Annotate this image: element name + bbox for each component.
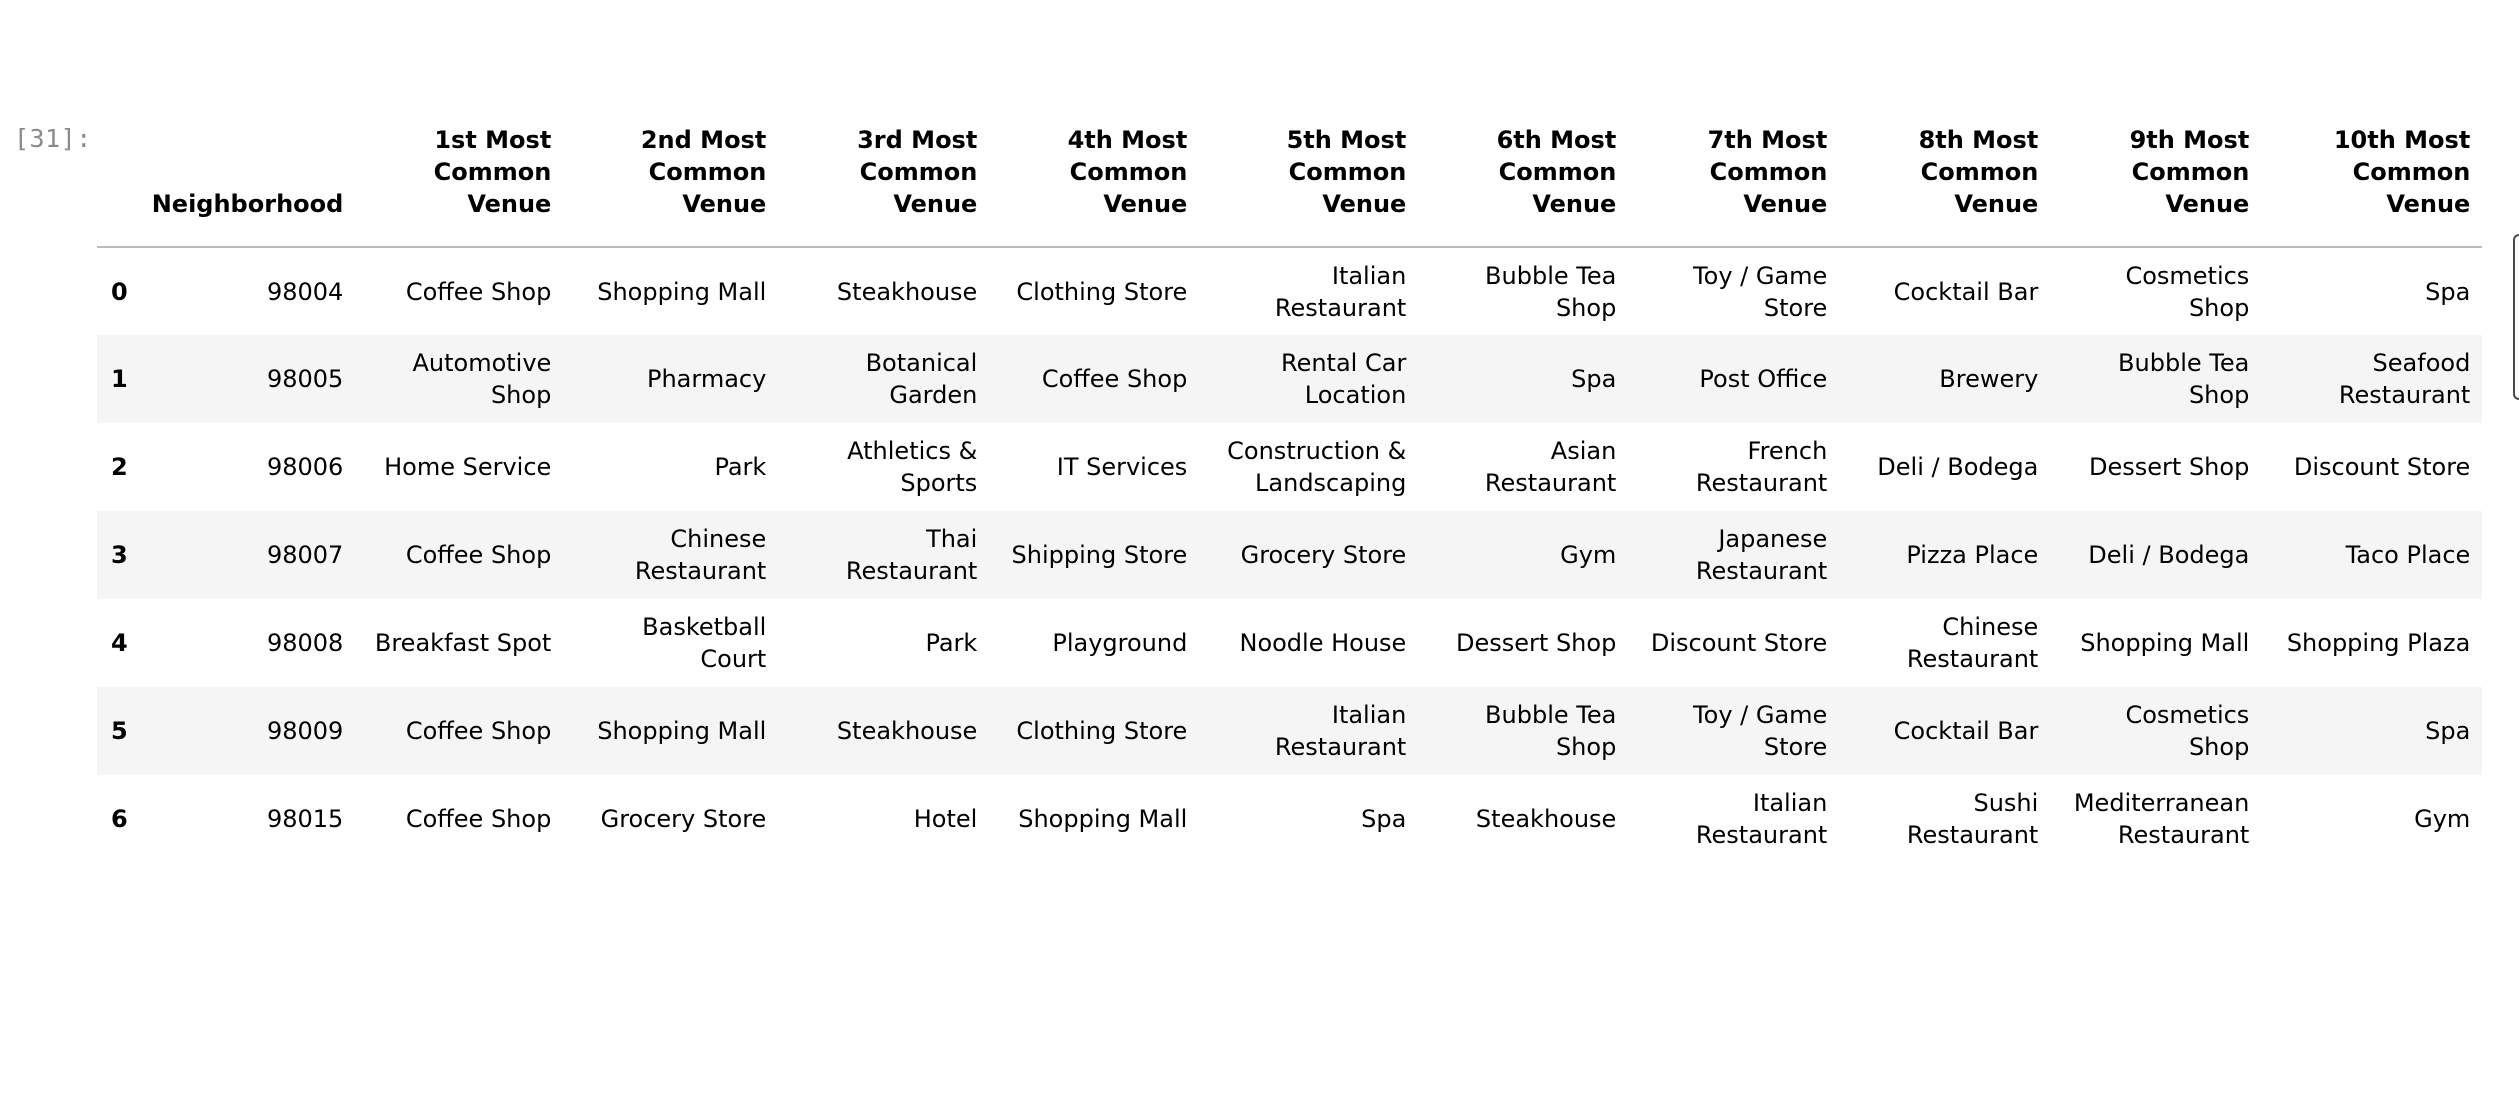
row-index: 4 <box>111 629 128 657</box>
table-cell: Clothing Store <box>1016 717 1188 745</box>
table-cell: Discount Store <box>1650 629 1828 657</box>
table-cell: Post Office <box>1699 365 1828 393</box>
table-cell: 98005 <box>266 365 344 393</box>
table-cell: Mediterranean Restaurant <box>2073 789 2250 849</box>
table-cell: Coffee Shop <box>405 805 552 833</box>
table-cell: Breakfast Spot <box>374 629 552 657</box>
table-cell: Coffee Shop <box>405 717 552 745</box>
table-cell: Coffee Shop <box>1041 365 1188 393</box>
table-cell: Cocktail Bar <box>1893 277 2039 306</box>
table-cell: Botanical Garden <box>865 349 978 409</box>
column-header: Neighborhood <box>140 118 356 247</box>
table-cell: Park <box>714 453 767 481</box>
table-cell: Noodle House <box>1239 629 1407 657</box>
table-cell: Hotel <box>913 805 978 833</box>
table-cell: Automotive Shop <box>412 349 552 409</box>
table-cell: Steakhouse <box>836 717 978 745</box>
table-cell: Pizza Place <box>1906 541 2039 569</box>
table-cell: Deli / Bodega <box>1877 453 2039 481</box>
table-cell: 98009 <box>266 717 344 745</box>
table-cell: Sushi Restaurant <box>1906 789 2039 849</box>
table-cell: Bubble Tea Shop <box>1485 701 1617 761</box>
column-header: 7th Most Common Venue <box>1628 118 1839 247</box>
column-header: 5th Most Common Venue <box>1199 118 1418 247</box>
table-cell: Dessert Shop <box>1456 629 1617 657</box>
table-cell: Asian Restaurant <box>1484 437 1617 497</box>
table-cell: Gym <box>2414 805 2471 833</box>
table-cell: Brewery <box>1939 365 2039 393</box>
table-cell: Pharmacy <box>646 365 767 393</box>
table-row <box>97 335 2482 423</box>
table-cell: Shopping Mall <box>597 277 767 306</box>
table-row <box>97 687 2482 775</box>
table-cell: Spa <box>2425 717 2471 745</box>
table-cell: Cosmetics Shop <box>2125 701 2250 761</box>
table-cell: Grocery Store <box>1240 541 1407 569</box>
column-header: 10th Most Common Venue <box>2261 118 2482 247</box>
table-cell: Toy / Game Store <box>1693 261 1828 322</box>
table-cell: Steakhouse <box>836 277 978 306</box>
table-cell: Steakhouse <box>1475 805 1617 833</box>
table-row <box>97 247 2482 335</box>
cell-execution-count: [31]: <box>14 124 92 153</box>
column-header: 9th Most Common Venue <box>2050 118 2261 247</box>
row-index: 5 <box>111 717 128 745</box>
row-index: 0 <box>111 277 128 306</box>
table-cell: Rental Car Location <box>1280 349 1407 409</box>
table-cell: Park <box>925 629 978 657</box>
table-cell: Construction & Landscaping <box>1227 437 1407 497</box>
table-cell: Italian Restaurant <box>1274 701 1407 761</box>
table-cell: Shopping Mall <box>1018 805 1188 833</box>
table-cell: Shopping Mall <box>597 717 767 745</box>
table-cell: 98006 <box>266 453 344 481</box>
table-header-row <box>97 118 2482 247</box>
output-scroll-indicator[interactable] <box>2513 234 2519 400</box>
table-body <box>97 247 2482 863</box>
table-cell: Bubble Tea Shop <box>1485 261 1617 322</box>
table-cell: Deli / Bodega <box>2088 541 2250 569</box>
table-cell: Cocktail Bar <box>1893 717 2039 745</box>
table-cell: Home Service <box>384 453 552 481</box>
table-cell: Chinese Restaurant <box>634 525 767 585</box>
table-cell: Chinese Restaurant <box>1906 613 2039 673</box>
table-cell: Spa <box>1571 365 1617 393</box>
table-cell: Coffee Shop <box>405 541 552 569</box>
column-header: 1st Most Common Venue <box>355 118 563 247</box>
column-header: 4th Most Common Venue <box>989 118 1199 247</box>
venues-table <box>97 118 2482 863</box>
table-cell: Taco Place <box>2345 541 2471 569</box>
table-cell: Grocery Store <box>600 805 767 833</box>
row-index: 6 <box>111 805 128 833</box>
table-cell: Toy / Game Store <box>1693 701 1828 761</box>
table-cell: 98004 <box>266 277 344 306</box>
table-cell: Shopping Mall <box>2080 629 2250 657</box>
column-header: 8th Most Common Venue <box>1839 118 2050 247</box>
table-cell: Shipping Store <box>1011 541 1188 569</box>
table-cell: Dessert Shop <box>2089 453 2250 481</box>
table-cell: Clothing Store <box>1016 277 1188 306</box>
table-cell: Italian Restaurant <box>1695 789 1828 849</box>
table-cell: Spa <box>1361 805 1407 833</box>
index-header <box>97 118 140 247</box>
table-cell: Discount Store <box>2293 453 2471 481</box>
table-cell: Cosmetics Shop <box>2125 261 2250 322</box>
table-cell: Gym <box>1560 541 1617 569</box>
column-header: 2nd Most Common Venue <box>563 118 778 247</box>
table-cell: Spa <box>2425 277 2471 306</box>
table-row <box>97 511 2482 599</box>
table-cell: Seafood Restaurant <box>2338 349 2471 409</box>
column-header: 6th Most Common Venue <box>1418 118 1628 247</box>
table-row <box>97 599 2482 687</box>
table-cell: 98008 <box>266 629 344 657</box>
dataframe-output <box>97 118 2482 863</box>
column-header: 3rd Most Common Venue <box>778 118 989 247</box>
table-cell: Thai Restaurant <box>845 525 978 585</box>
table-cell: Playground <box>1052 629 1188 657</box>
row-index: 3 <box>111 541 128 569</box>
row-index: 2 <box>111 453 128 481</box>
table-cell: Athletics & Sports <box>847 437 978 497</box>
table-cell: Coffee Shop <box>405 277 552 306</box>
table-cell: IT Services <box>1056 453 1188 481</box>
table-cell: French Restaurant <box>1695 437 1828 497</box>
row-index: 1 <box>111 365 128 393</box>
table-cell: 98015 <box>266 805 344 833</box>
table-cell: Bubble Tea Shop <box>2118 349 2250 409</box>
table-cell: Italian Restaurant <box>1274 261 1407 322</box>
table-row <box>97 423 2482 511</box>
table-row <box>97 775 2482 863</box>
table-cell: Basketball Court <box>642 613 767 673</box>
table-cell: Shopping Plaza <box>2286 629 2471 657</box>
table-cell: Japanese Restaurant <box>1695 525 1828 585</box>
table-cell: 98007 <box>266 541 344 569</box>
